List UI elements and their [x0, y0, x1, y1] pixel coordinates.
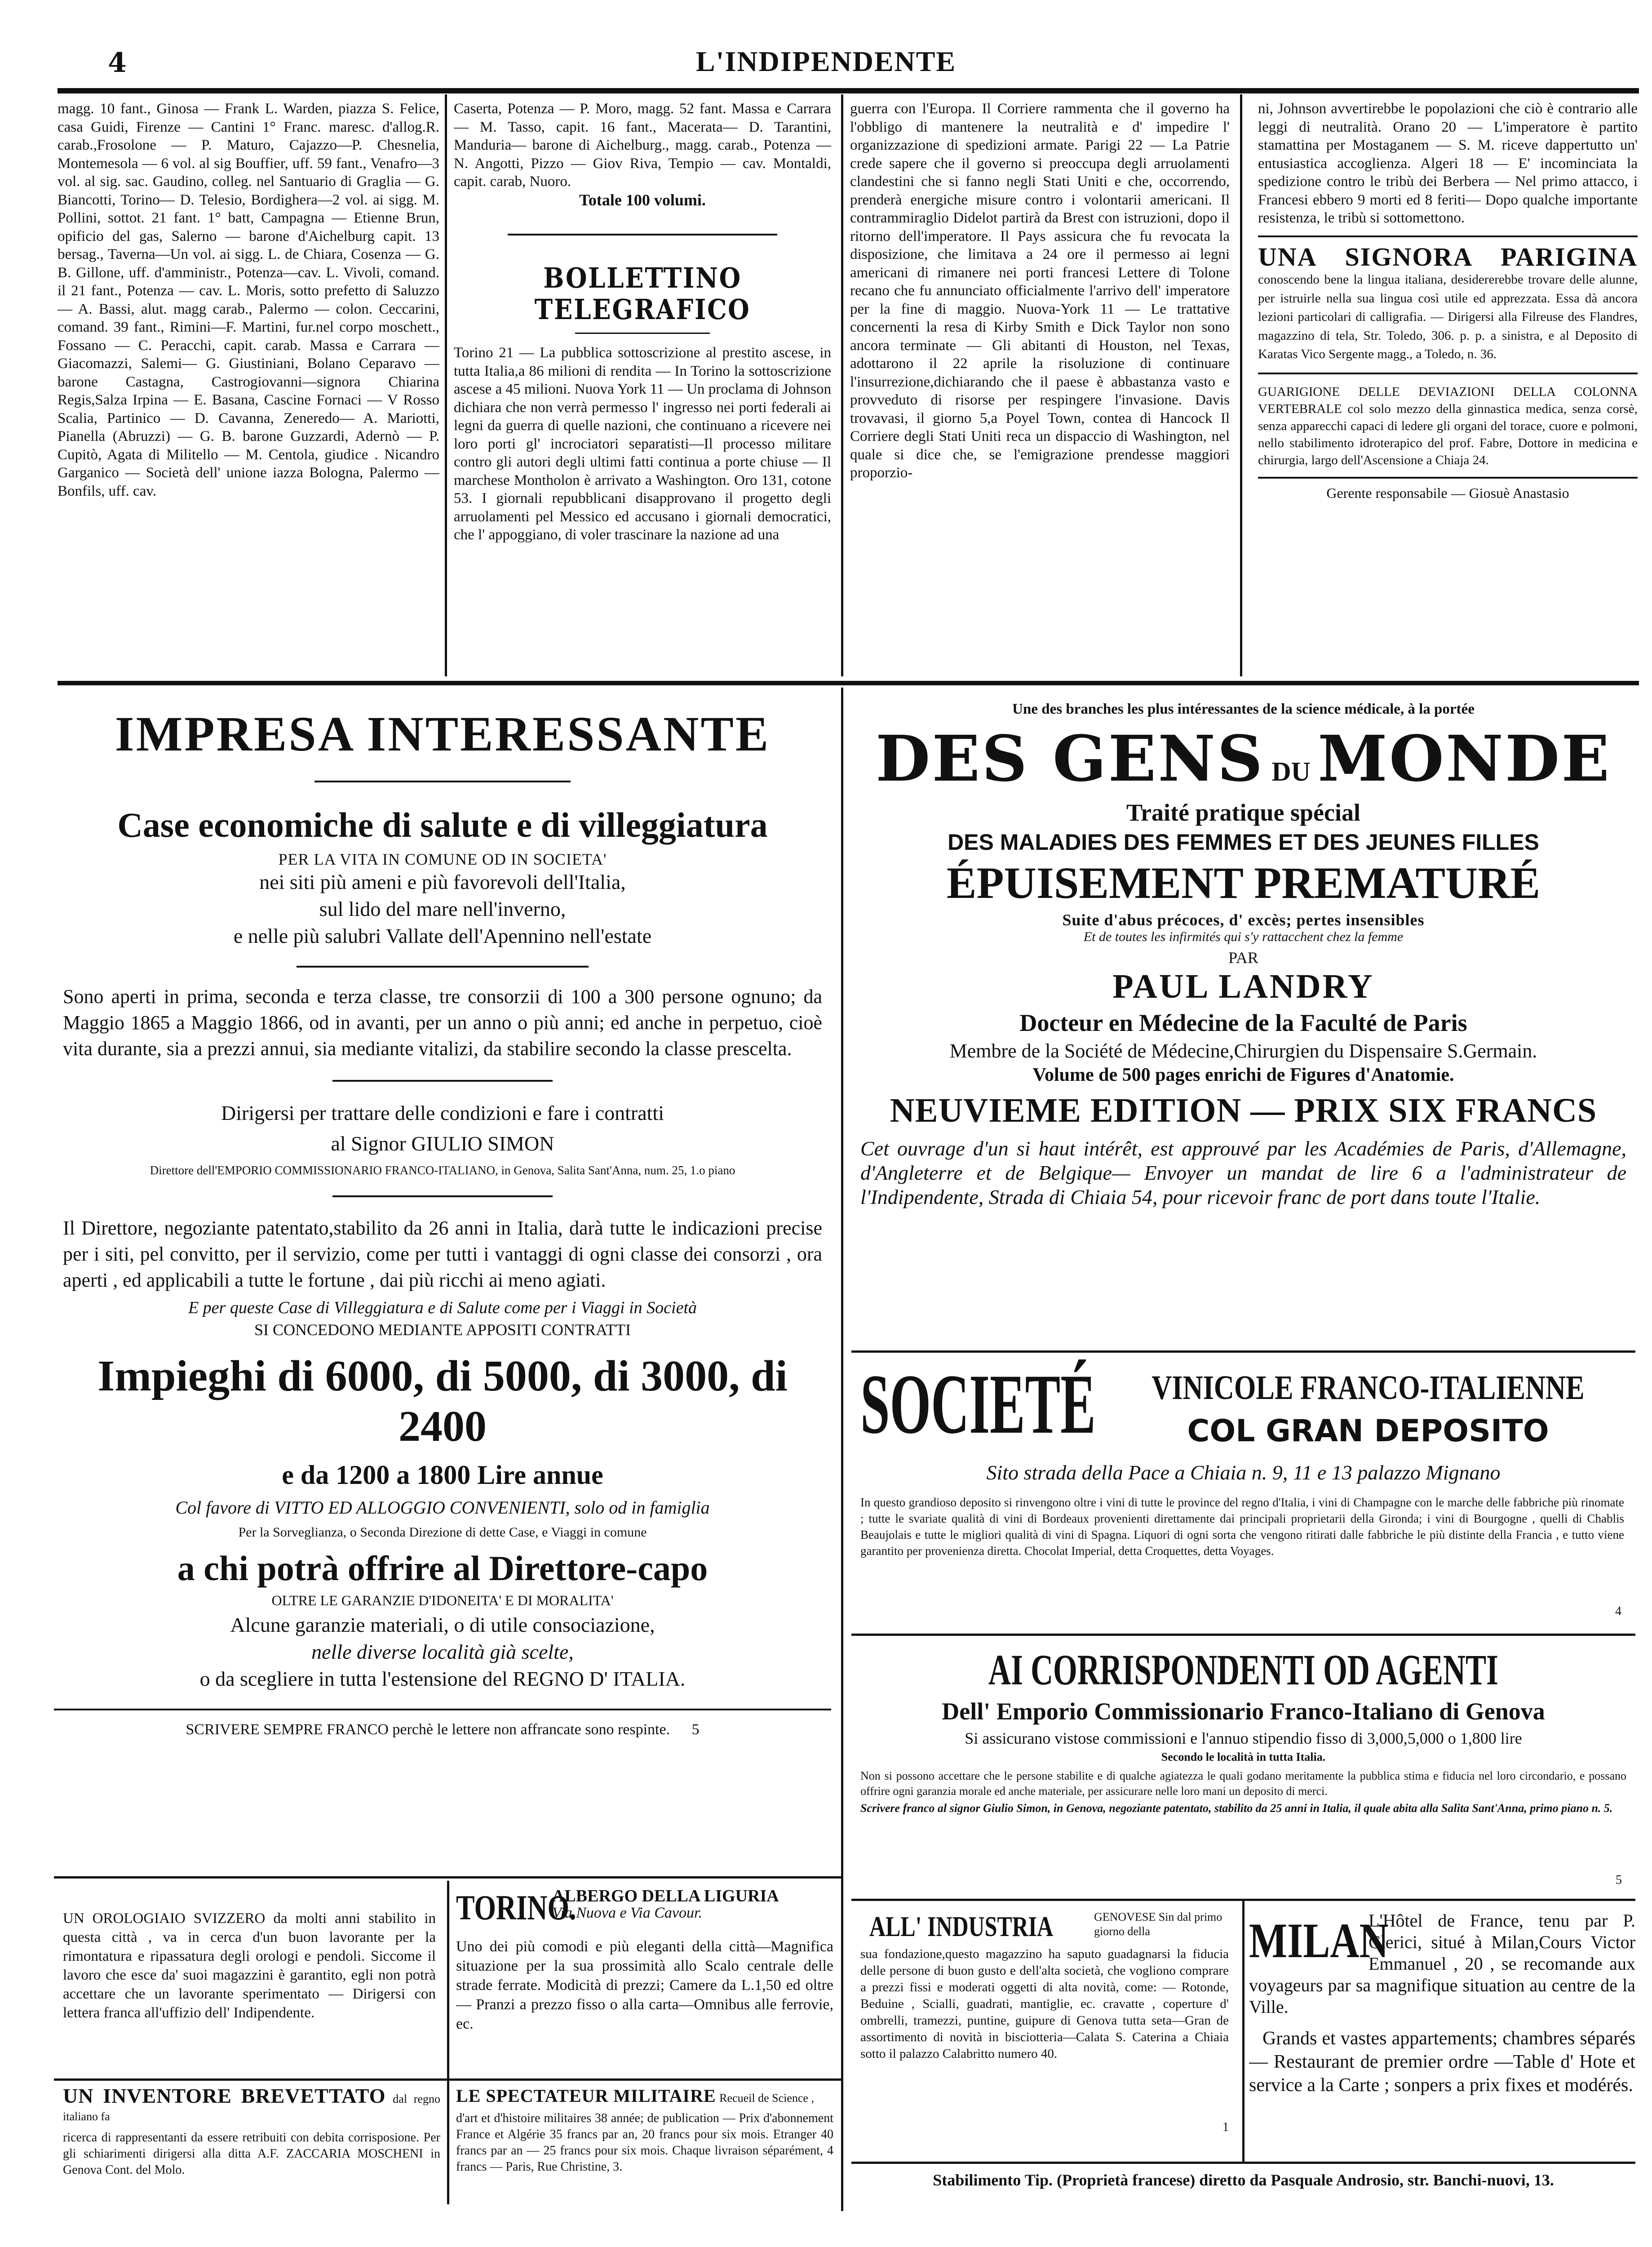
landry-title-b: MONDE: [1317, 722, 1611, 796]
impresa-line: Col favore di VITTO ED ALLOGGIO CONVENIENTI, solo od in famiglia: [175, 1497, 710, 1518]
section-rule: [54, 1709, 831, 1710]
orologiaio-text: UN OROLOGIAIO SVIZZERO da molti anni stabilito in questa città , va in cerca d'un buon lavorante per la rimontatura e ripassatura degli orologi e pendoli. Siccome il lavoro che esce da' suoi magazzini è garantito, egli non potrà accettare che un lavorante sperimentato — Dirigersi con lettera franca all'uffizio dell' Indipendente.: [63, 1910, 436, 2021]
landry-title-du: DU: [1271, 757, 1311, 786]
landry-epuisement: ÉPUISEMENT PREMATURÉ: [946, 858, 1541, 908]
torino-head: ALBERGO DELLA LIGURIA: [552, 1887, 779, 1905]
landry-line: Docteur en Médecine de la Faculté de Paris: [1019, 1009, 1467, 1036]
inventore-ad: [63, 2087, 440, 2204]
corrispondenti-ad: [851, 1645, 1635, 1896]
total-volumes: Totale 100 volumi.: [579, 191, 706, 209]
ad-number: 5: [1616, 1873, 1622, 1887]
landry-line: DES MALADIES DES FEMMES ET DES JEUNES FILLES: [948, 830, 1539, 855]
landry-ad: [851, 701, 1635, 1344]
societe-text: In questo grandioso deposito si rinvengono oltre i vini di tutte le province del regno d'Italia, i vini di Champagne con le marche delle fabbriche più rinomate ; tutte le svariate qualità di vini di Bordeaux provenienti direttamente dai principali proprietarii della Gironda; i vini di Bourgogne , quelli di Chablis Beaujolais e tutte le migliori qualità di vini di Spagna. Liquori di ogni sorta che vengono ritirati dalle fabbriche le più distinte della Francia , e tutto viene garantito per provenienza diretta. Chocolat Imperial, detta Croquettes, detta Voyages.: [860, 1496, 1624, 1558]
corrispondenti-line: Secondo le località in tutta Italia.: [1161, 1750, 1326, 1763]
industria-title: ALL' INDUSTRIA: [869, 1910, 1054, 1942]
inventore-side: dal regno italiano fa: [63, 2092, 440, 2123]
column-divider: [841, 94, 843, 676]
societe-ad: [851, 1359, 1635, 1629]
column-2: [454, 100, 831, 666]
column-divider: [1242, 1901, 1245, 2162]
corrispondenti-line: Scrivere franco al signor Giulio Simon, in Genova, negoziante patentato, stabilito da 25 anni in Italia, il quale abita alla Salita Sant'Anna, primo piano n. 5.: [860, 1802, 1613, 1815]
section-rule: [508, 234, 777, 235]
impresa-line: Direttore dell'EMPORIO COMMISSIONARIO FRANCO-ITALIANO, in Genova, Salita Sant'Anna, num. 25, 1.o piano: [150, 1163, 735, 1177]
torino-sub: Via Nuova e Via Cavour.: [552, 1905, 702, 1921]
milan-ad: [1249, 1910, 1635, 2162]
column-4-text: ni, Johnson avvertirebbe le popolazioni che ciò è contrario alle leggi di neutralità. Orano 20 — L'imperatore è partito stamattina per Mostaganem — S. M. riceve dappertutto un' entusiastica accoglienza. Algeri 18 — E' incominciata la spedizione contro le tribù dei Berbera — Nel primo attacco, i Francesi ebbero 9 morti ed 8 feriti— Dopo qualche importante resistenza, le tribù si sottomettono.: [1258, 101, 1638, 226]
landry-line: Volume de 500 pages enrichi de Figures d'Anatomie.: [1032, 1065, 1454, 1085]
ad-number: 5: [691, 1721, 700, 1738]
landry-line: Traité pratique spécial: [1126, 799, 1360, 826]
spectateur-title: LE SPECTATEUR MILITAIRE: [456, 2087, 716, 2106]
guarigione-text: GUARIGIONE DELLE DEVIAZIONI DELLA COLONNA VERTEBRALE col solo mezzo della ginnastica medica, senza corsè, senza apparecchi capaci di ledere gli organi del torace, cuore e polmoni, nello stabilimento idroterapico del prof. Fabre, Dottore in medicina e chirurgia, largo dell'Ascensione a Chiaja 24.: [1258, 384, 1638, 467]
landry-line: Et de toutes les infirmités qui s'y rattacchent chez la femme: [1083, 929, 1404, 944]
impresa-line: OLTRE LE GARANZIE D'IDONEITA' E DI MORALITA': [271, 1592, 614, 1608]
signora-title: UNA SIGNORA PARIGINA: [1258, 242, 1638, 271]
column-divider: [447, 1881, 449, 2204]
section-rule: [851, 1350, 1635, 1353]
bulletin-title: BOLLETTINO TELEGRAFICO: [534, 262, 751, 326]
impresa-subtitle: Case economiche di salute e di villeggiatura: [117, 805, 768, 844]
landry-intro: Une des branches les plus intéressantes de la science médicale, à la portée: [1012, 701, 1475, 717]
corrispondenti-line: Dell' Emporio Commissionario Franco-Italiano di Genova: [942, 1698, 1545, 1725]
impresa-paragraph: Sono aperti in prima, seconda e terza classe, tre consorzii di 100 a 300 persone ognuno; da Maggio 1865 a Maggio 1866, od in avanti, per un anno o più anni; ed anche in perpetuo, cioè vita durante, sia a prezzi annui, sia mediante vitalizi, da stabilire secondo la classe prescelta.: [63, 986, 822, 1060]
column-2-text: Caserta, Potenza — P. Moro, magg. 52 fant. Massa e Carrara — M. Tasso, capit. 16 fant., Macerata— D. Tarantini, Manduria— barone di Aichelburg., magg. carab., Potenza — N. Angotti, Pizzo — Giov Riva, Tempio — cav. Montaldi, capit. carab, Nuoro.: [454, 101, 831, 190]
impieghi-heading: Impieghi di 6000, di 5000, di 3000, di 2400: [97, 1352, 788, 1451]
impresa-line: E per queste Case di Villeggiatura e di Salute come per i Viaggi in Società: [188, 1298, 697, 1317]
landry-edition: NEUVIEME EDITION — PRIX SIX FRANCS: [890, 1092, 1597, 1129]
column-1: [58, 100, 439, 666]
impresa-line: o da scegliere in tutta l'estensione del REGNO D' ITALIA.: [199, 1667, 686, 1690]
landry-author: PAUL LANDRY: [1112, 968, 1374, 1005]
section-rule: [1258, 373, 1638, 374]
scrivere-line: SCRIVERE SEMPRE FRANCO perchè le lettere non affrancate sono respinte.: [186, 1721, 670, 1738]
torino-text: Uno dei più comodi e più eleganti della città—Magnifica situazione per la sua prossimità allo Scalo centrale delle strade ferrate. Modicità di prezzi; Camere da L.1,50 ed oltre — Pranzi a prezzo fisso o alla carta—Omnibus alle ferrovie, ec.: [456, 1938, 833, 2032]
impresa-line: SI CONCEDONO MEDIANTE APPOSITI CONTRATTI: [254, 1321, 631, 1339]
milan-title: MILAN: [1249, 1913, 1389, 1968]
orologiaio-ad: [63, 1894, 436, 2083]
torino-ad: [456, 1887, 833, 2076]
torino-title: TORINO.: [456, 1888, 576, 1927]
column-3-text: guerra con l'Europa. Il Corriere rammenta che il governo ha l'obbligo di mantenere la neutralità e d' impedire l' organizzazione di spedizioni armate. Parigi 22 — La Patrie crede sapere che il governo si preoccupa degli arruolamenti clandestini che si fanno negli Stati Uniti e che, occorrendo, prenderà energiche misure contro i volontarii americani. Il contrammiraglio Didelot partirà da Brest con istruzioni, dopo il ritorno dell'imperatore. Il Pays assicura che fu revocata la disposizione, che limitava a 24 ore il permesso ai legni americani di rimanere nei porti francesi Lettere di Tolone recano che fu annunciato officialmente l'arrivo dell' imperatore per la fine di maggio. Nuova-York 11 — Le trattative concernenti la resa di Kirby Smith e Dick Taylor non sono ancora terminate — Gli abitanti di Houston, nel Texas, adottarono il 22 aprile la risoluzione di continuare l'insurrezione,dichiarando che il paese è abbastanza vasto e provveduto di risorse per respingere l'invasione. Davis trovavasi, il giorno 5,a Poyel Town, contea di Hancock Il Corriere degli Stati Uniti reca un dispaccio di Washington, nel quale si dice che, se l'emigrazione prendesse maggiori proporzio-: [850, 101, 1230, 481]
industria-ad: [851, 1910, 1238, 2162]
section-rule: [314, 781, 571, 782]
section-rule: [575, 333, 710, 334]
landry-title-a: DES GENS: [876, 722, 1265, 796]
column-1-text: magg. 10 fant., Ginosa — Frank L. Warden, piazza S. Felice, casa Guidi, Firenze — Cantini 1° Franc. maresc. d'allog.R. carab.,Frosolone — P. Maturo, Cajazzo—P. Chesnelia, Montemesola — 6 vol. al sig Bouffier, uff. 59 fant., Venafro—3 vol. al sig. sac. Gaudino, colleg. nel Santuario di Graglia — G. Biancotti, Torino— D. Telesio, Bordighera—2 vol. ai sigg. M. Pollini, sottot. 21 fant. 1° batt, Campagna — Etienne Brun, opificio del gas, Salerno — barone d'Aichelburg capit. 13 bersag., Taverna—Un vol. ai sigg. L. de Chiara, Cosenza — G. B. Gillone, uff. d'amministr., Potenza—cav. L. Vivoli, comand. il 21 fant., Potenza — cav. L. Moris, sotto prefetto di Saluzzo — A. Bassi, alut. magg carab., Palermo — colon. Ceccarini, comand. 39 fant., Rimini—F. Martini, fur.nel corpo moschett., Fossano — C. Peracchi, capit. carab. Massa e Carrara — Giacomazzi, Salemi— G. Giustiniani, Bolano Ceparavo — barone Castagna, Castrogiovanni—signora Chiarina Regis,Salza Irpina — E. Basana, Cascine Fornaci — V Rosso Scalia, Partinico — D. Cavanna, Zeneredo— A. Mariotti, Pianella (Abruzzi) — G. B. barone Guzzardi, Adernò — P. Cupitò, Agata di Militello — M. Centola, giudice . Nicandro Garganico — Società dell' unione iazza Bologna, Palermo — Bonfils, uff. cav.: [58, 101, 439, 499]
inventore-title: UN INVENTORE BREVETTATO: [63, 2087, 386, 2107]
societe-big: SOCIETÉ: [860, 1359, 1096, 1452]
section-rule: [851, 2162, 1635, 2164]
inventore-text: ricerca di rappresentanti da essere retribuiti con debita corrisposione. Per gli schiarimenti dirigersi alla ditta A.F. ZACCARIA MOSCHENI in Genova Cont. del Molo.: [63, 2131, 440, 2177]
header-rule: [58, 88, 1639, 93]
landry-par: PAR: [1228, 949, 1258, 967]
impresa-line: e da 1200 a 1800 Lire annue: [282, 1460, 603, 1490]
column-divider: [1240, 94, 1242, 676]
spectateur-text: d'art et d'histoire militaires 38 année; de publication — Prix d'abonnement France et Algérie 35 francs par an, 20 francs pour six mois. Etranger 40 francs par an — 25 francs pour six mois. Chaque livraison séparément, 4 francs — Paris, Rue Christine, 3.: [456, 2111, 833, 2174]
section-rule: [332, 1195, 553, 1197]
landry-line: Suite d'abus précoces, d' excès; pertes insensibles: [1062, 911, 1425, 929]
column-divider: [445, 94, 447, 676]
section-rule: [297, 966, 589, 968]
section-rule: [1258, 235, 1638, 237]
section-rule: [332, 1080, 553, 1082]
impresa-line: a chi potrà offrire al Direttore-capo: [177, 1549, 708, 1588]
gerente: Gerente responsabile — Giosuè Anastasio: [1326, 484, 1569, 501]
impresa-line: nelle diverse località già scelte,: [311, 1640, 574, 1663]
signora-text: conoscendo bene la lingua italiana, desidererebbe trovare delle alunne, per istruirle nella sua lingua così utile ed apprezzata. Essa dà ancora lezioni particolari di calligrafia. — Dirigersi alla Filreuse des Flandres, magazzino di tela, Str. Toledo, 306. p. p. a sinistra, e al Deposito di Karatas Vico Sergente magg., a Toledo, n. 36.: [1258, 272, 1638, 361]
ad-number: 4: [1615, 1604, 1621, 1618]
industria-side: GENOVESE Sin dal primo giorno della: [1094, 1910, 1222, 1938]
impresa-line: Alcune garanzie materiali, o di utile consociazione,: [230, 1613, 655, 1636]
impresa-ad: [54, 692, 831, 1870]
bulletin-text: Torino 21 — La pubblica sottoscrizione al prestito ascese, in tutta Italia,a 86 milioni di rendita — In Torino la sottoscrizione ascese a 45 milioni. Nuova York 11 — Un proclama di Johnson dichiara che non verrà permesso l' ingresso nei porti federali ai legni da guerra di quelle nazioni, che continuano a ricevere nei loro porti gl' incrociatori separatisti—Il processo militare contro gli autori degli ultimi fatti continua a porte chiuse — Il marchese Montholon è arrivato a Washington. Oro 131, cotone 53. I giornali repubblicani disapprovano il progetto degli arruolamenti pel Messico ed accusano i giornali democratici, che l' appoggiano, di voler trascinare la nazione ad una: [454, 345, 831, 543]
societe-line: Sito strada della Pace a Chiaia n. 9, 11 e 13 palazzo Mignano: [986, 1461, 1501, 1484]
page-number: 4: [108, 47, 127, 79]
section-rule: [851, 1634, 1635, 1636]
column-divider: [841, 688, 843, 2211]
societe-line: COL GRAN DEPOSITO: [1187, 1413, 1549, 1449]
impresa-line: al Signor GIULIO SIMON: [331, 1132, 554, 1155]
ad-number: 1: [1222, 2120, 1229, 2134]
column-3: [850, 100, 1230, 666]
column-4: [1258, 100, 1638, 671]
impresa-title: IMPRESA INTERESSANTE: [115, 706, 771, 761]
impresa-line: e nelle più salubri Vallate dell'Apennino nell'estate: [233, 924, 652, 947]
spectateur-side: Recueil de Science ,: [719, 2092, 814, 2105]
industria-text: sua fondazione,questo magazzino ha saputo guadagnarsi la fiducia delle persone di buon gusto e dell'alta società, che vogliono comprare a prezzi fissi e moderati oggetti di alta novità, come: — Rotonde, Beduine , Scialli, guadrati, mantiglie, ec. cravatte , coperture d' ombrelli, tramezzi, puntine, guipure di Genova tutta seta—Gran de assortimento di novità in bisciotteria—Calata S. Caterina a Chiaia sotto il palazzo Calabritto numero 40.: [860, 1947, 1229, 2061]
societe-line: VINICOLE FRANCO-ITALIENNE: [1152, 1369, 1585, 1407]
landry-title: [851, 722, 1635, 796]
impresa-line: PER LA VITA IN COMUNE OD IN SOCIETA': [278, 850, 607, 868]
footer-imprint: Stabilimento Tip. (Proprietà francese) diretto da Pasquale Androsio, str. Banchi-nuovi, 13.: [933, 2171, 1554, 2189]
corrispondenti-line: Si assicurano vistose commissioni e l'annuo stipendio fisso di 3,000,5,000 o 1,800 lire: [965, 1729, 1522, 1747]
impresa-line: Dirigersi per trattare delle condizioni e fare i contratti: [221, 1101, 664, 1124]
impresa-paragraph: Il Direttore, negoziante patentato,stabilito da 26 anni in Italia, darà tutte le indicazioni precise per i siti, pel convitto, per il servizio, come per tutti i vantaggi di ogni classe dei consorzi , ora aperti , ed applicabili a tutte le fortune , dai più ricchi ai meno agiati.: [63, 1217, 822, 1291]
section-rule: [1258, 477, 1638, 479]
corrispondenti-title: AI CORRISPONDENTI OD AGENTI: [988, 1646, 1498, 1694]
landry-line: Membre de la Société de Médecine,Chirurgien du Dispensaire S.Germain.: [949, 1040, 1537, 1062]
impresa-line: sul lido del mare nell'inverno,: [319, 897, 566, 920]
section-rule: [58, 681, 1639, 685]
impresa-line: nei siti più ameni e più favorevoli dell'Italia,: [259, 870, 626, 893]
section-rule: [54, 2078, 841, 2081]
corrispondenti-text: Non si possono accettare che le persone stabilite e di qualche agiatezza le quali godano meritamente la pubblica stima e fiducia nel loro circondario, e possano offrire ogni garanzia morale ed anche materiale, per assicurare nelle loro mani un deposito di merci.: [860, 1769, 1626, 1798]
milan-text: L'Hôtel de France, tenu par P. Clerici, situé à Milan,Cours Victor Emmanuel , 20 , se recomande aux voyageurs par sa magnifique situation au centre de la Ville.: [1249, 1910, 1635, 2017]
impresa-line: Per la Sorveglianza, o Seconda Direzione di dette Case, e Viaggi in comune: [238, 1525, 647, 1540]
spectateur-ad: [456, 2087, 833, 2204]
masthead: L'INDIPENDENTE: [695, 45, 957, 77]
landry-paragraph: Cet ouvrage d'un si haut intérêt, est approuvé par les Académies de Paris, d'Allemagne, d'Angleterre et de Belgique— Envoyer un mandat de lire 6 a l'administrateur de l'Indipendente, Strada di Chiaia 54, pour ricevoir franc de port dans toute l'Italie.: [860, 1137, 1626, 1208]
milan-text: Grands et vastes appartements; chambres séparés — Restaurant de premier ordre —Table d' Hote et service a la Carte ; sonpers a prix fixes et modérés.: [1249, 2028, 1635, 2096]
section-rule: [54, 1876, 841, 1878]
